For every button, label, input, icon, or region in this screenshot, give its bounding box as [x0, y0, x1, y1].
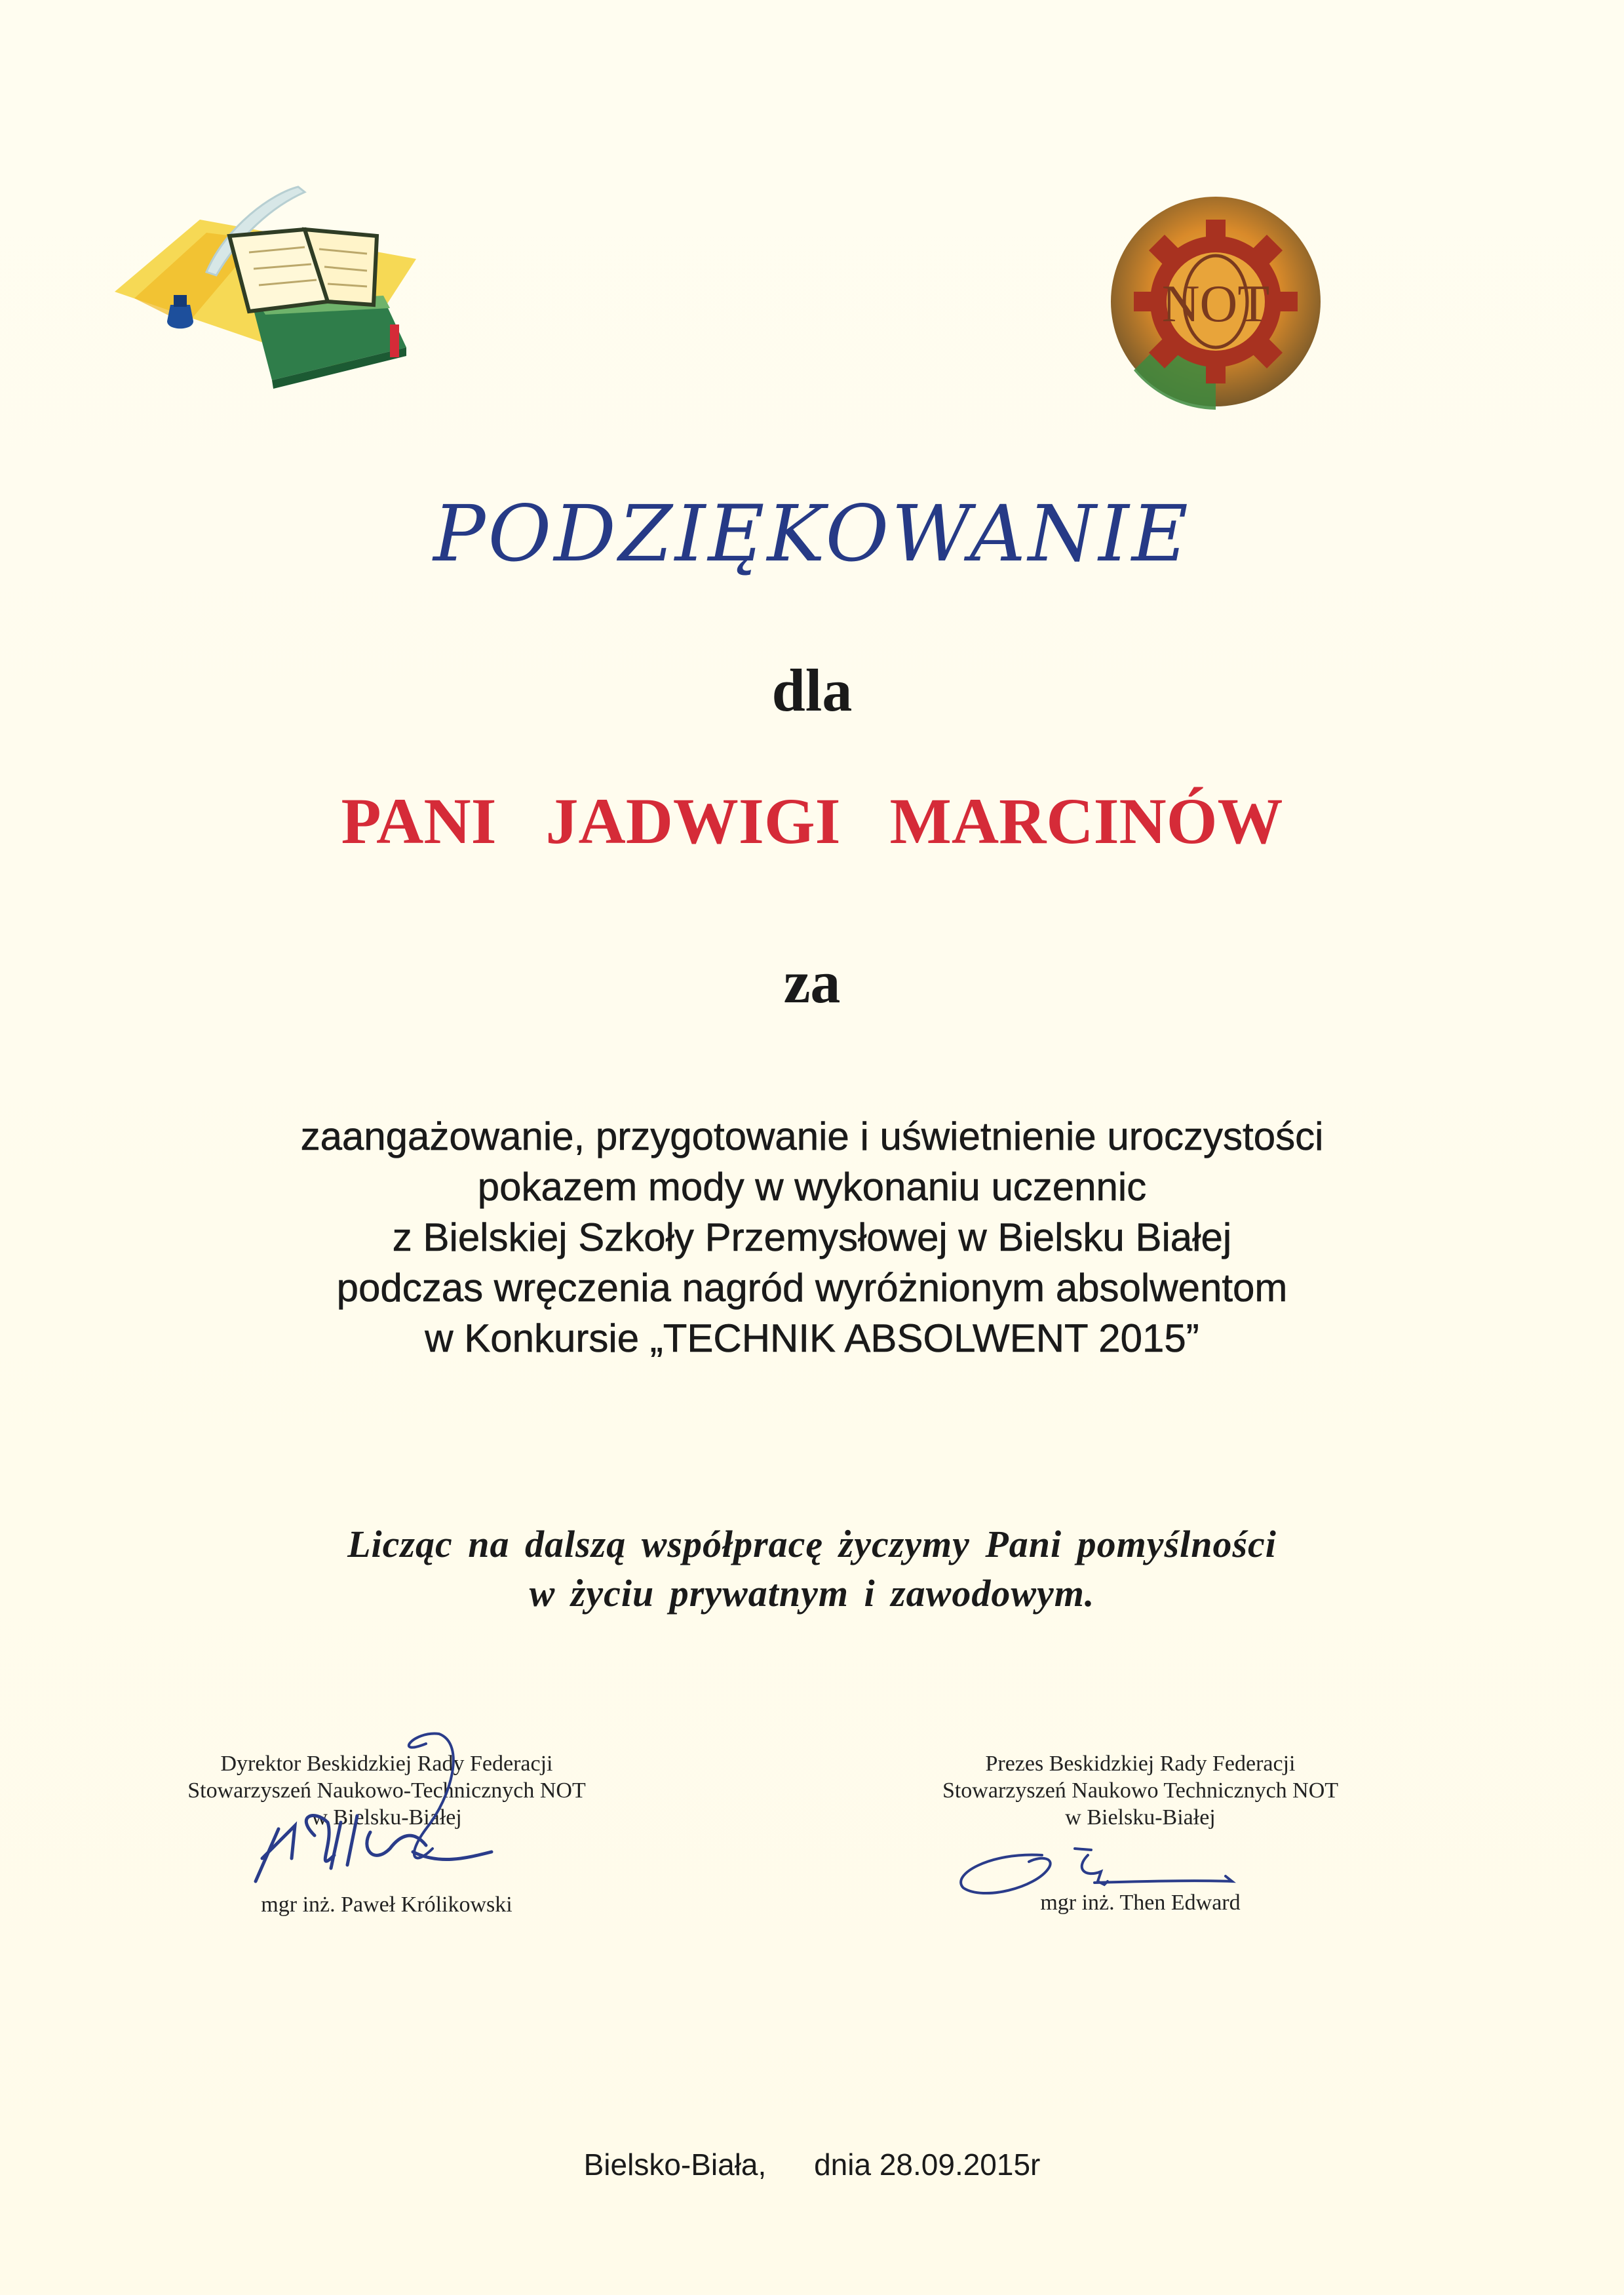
book-quill-logo-icon — [108, 174, 442, 390]
certificate-title: PODZIĘKOWANIE — [433, 488, 1191, 579]
body-line: w Konkursie „TECHNIK ABSOLWENT 2015” — [425, 1316, 1199, 1360]
footer-place: Bielsko-Biała, — [583, 2148, 767, 2182]
wish-line: w życiu prywatnym i zawodowym. — [529, 1572, 1095, 1615]
handwritten-signature-right — [944, 1842, 1252, 1914]
footer-place-date — [0, 2147, 1624, 2182]
wish-line: Licząc na dalszą współpracę życzymy Pani pomyślności — [347, 1523, 1277, 1565]
signatory-line: Stowarzyszeń Naukowo Technicznych NOT — [942, 1778, 1339, 1803]
not-gear-logo-icon — [1108, 193, 1324, 410]
body-line: pokazem mody w wykonaniu uczennic — [477, 1165, 1147, 1209]
signatory-line: Stowarzyszeń Naukowo-Technicznych NOT — [187, 1778, 586, 1803]
body-line: podczas wręczenia nagród wyróżnionym absolwentom — [336, 1266, 1288, 1310]
handwritten-signature-left — [216, 1717, 524, 1888]
body-line: zaangażowanie, przygotowanie i uświetnienie uroczystości — [300, 1114, 1324, 1158]
body-text — [98, 1111, 1526, 1363]
signatory-name: mgr inż. Then Edward — [1040, 1891, 1241, 1915]
wish-text — [0, 1520, 1624, 1618]
signatory-right — [904, 1750, 1376, 1915]
za-label: za — [783, 949, 841, 1015]
signatory-line: w Bielsku-Białej — [311, 1805, 462, 1830]
dla-label: dla — [771, 657, 853, 724]
recipient-name: PANI JADWIGI MARCINÓW — [341, 785, 1283, 857]
footer-date: dnia 28.09.2015r — [814, 2148, 1041, 2182]
signatory-line: w Bielsku-Białej — [1065, 1805, 1216, 1830]
signatory-line: Prezes Beskidzkiej Rady Federacji — [985, 1752, 1296, 1776]
not-logo-text: NOT — [1161, 275, 1270, 333]
body-line: z Bielskiej Szkoły Przemysłowej w Bielsku Białej — [392, 1215, 1232, 1259]
signatory-name: mgr inż. Paweł Królikowski — [261, 1893, 512, 1917]
signatory-line: Dyrektor Beskidzkiej Rady Federacji — [220, 1752, 553, 1776]
